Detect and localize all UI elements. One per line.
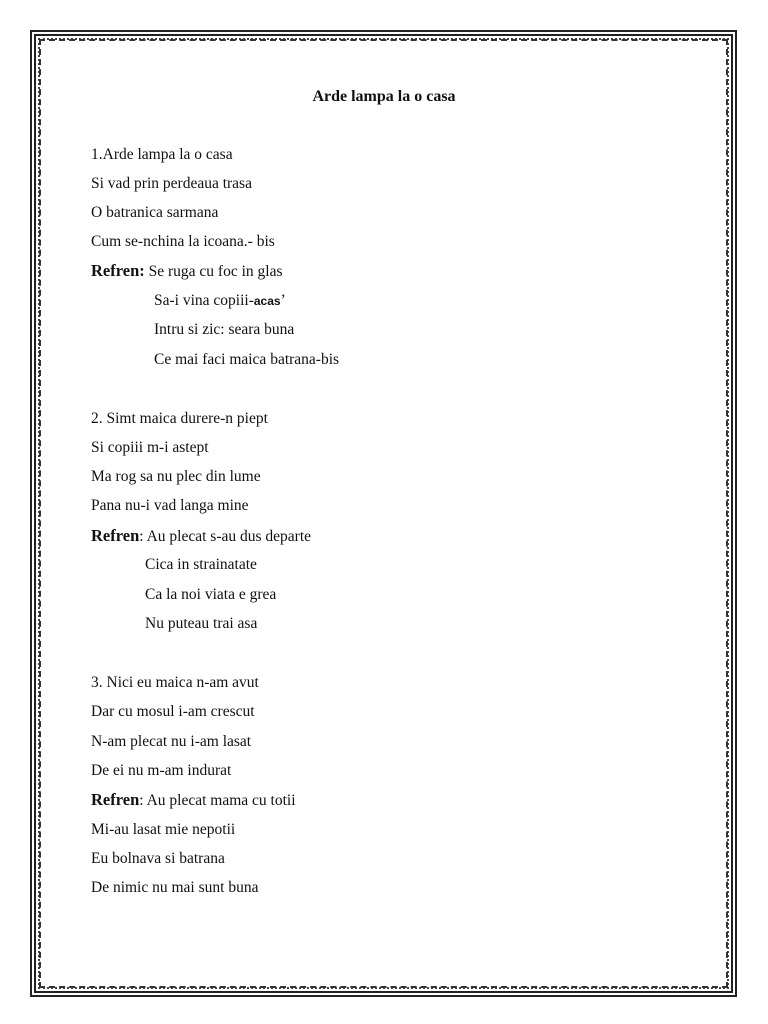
verse3-line2: Dar cu mosul i-am crescut bbox=[91, 703, 255, 720]
refrain2-line4: Nu puteau trai asa bbox=[145, 615, 258, 632]
refrain1-line2-text: Sa-i vina copiii- bbox=[154, 292, 254, 309]
refrain3-label: Refren bbox=[91, 790, 140, 809]
verse1-line4: Cum se-nchina la icoana.- bis bbox=[91, 233, 275, 250]
verse2-line3: Ma rog sa nu plec din lume bbox=[91, 468, 261, 485]
verse2-line4: Pana nu-i vad langa mine bbox=[91, 497, 249, 514]
refrain2-label: Refren bbox=[91, 526, 140, 545]
refrain3-line3: Eu bolnava si batrana bbox=[91, 850, 225, 867]
verse1-line2: Si vad prin perdeaua trasa bbox=[91, 175, 252, 192]
refrain1-line2-bold: acas bbox=[253, 294, 281, 308]
verse2-line1: 2. Simt maica durere-n piept bbox=[91, 410, 268, 427]
verse1-line1: 1.Arde lampa la o casa bbox=[91, 146, 233, 163]
refrain1-line4: Ce mai faci maica batrana-bis bbox=[154, 351, 340, 368]
refrain1-line1 bbox=[91, 261, 283, 282]
refrain1-line3: Intru si zic: seara buna bbox=[154, 321, 295, 338]
refrain3-line4: De nimic nu mai sunt buna bbox=[91, 879, 259, 896]
refrain3-text: : Au plecat mama cu totii bbox=[139, 792, 296, 809]
refrain1-line2-end: ’ bbox=[280, 292, 286, 309]
verse2-line2: Si copiii m-i astept bbox=[91, 439, 209, 456]
refrain2-line3: Ca la noi viata e grea bbox=[145, 586, 277, 603]
verse1-line3: O batranica sarmana bbox=[91, 204, 219, 221]
refrain2-line1 bbox=[91, 526, 311, 547]
song-title: Arde lampa la o casa bbox=[312, 88, 456, 105]
verse3-line3: N-am plecat nu i-am lasat bbox=[91, 733, 252, 750]
refrain3-line1 bbox=[91, 790, 296, 811]
refrain2-text: : Au plecat s-au dus departe bbox=[139, 528, 311, 545]
refrain1-label: Refren: bbox=[91, 261, 145, 280]
refrain1-text: Se ruga cu foc in glas bbox=[144, 263, 283, 280]
verse3-line4: De ei nu m-am indurat bbox=[91, 762, 232, 779]
refrain2-line2: Cica in strainatate bbox=[145, 556, 257, 573]
refrain1-line2 bbox=[154, 291, 286, 311]
verse3-line1: 3. Nici eu maica n-am avut bbox=[91, 674, 259, 691]
refrain3-line2: Mi-au lasat mie nepotii bbox=[91, 821, 236, 838]
